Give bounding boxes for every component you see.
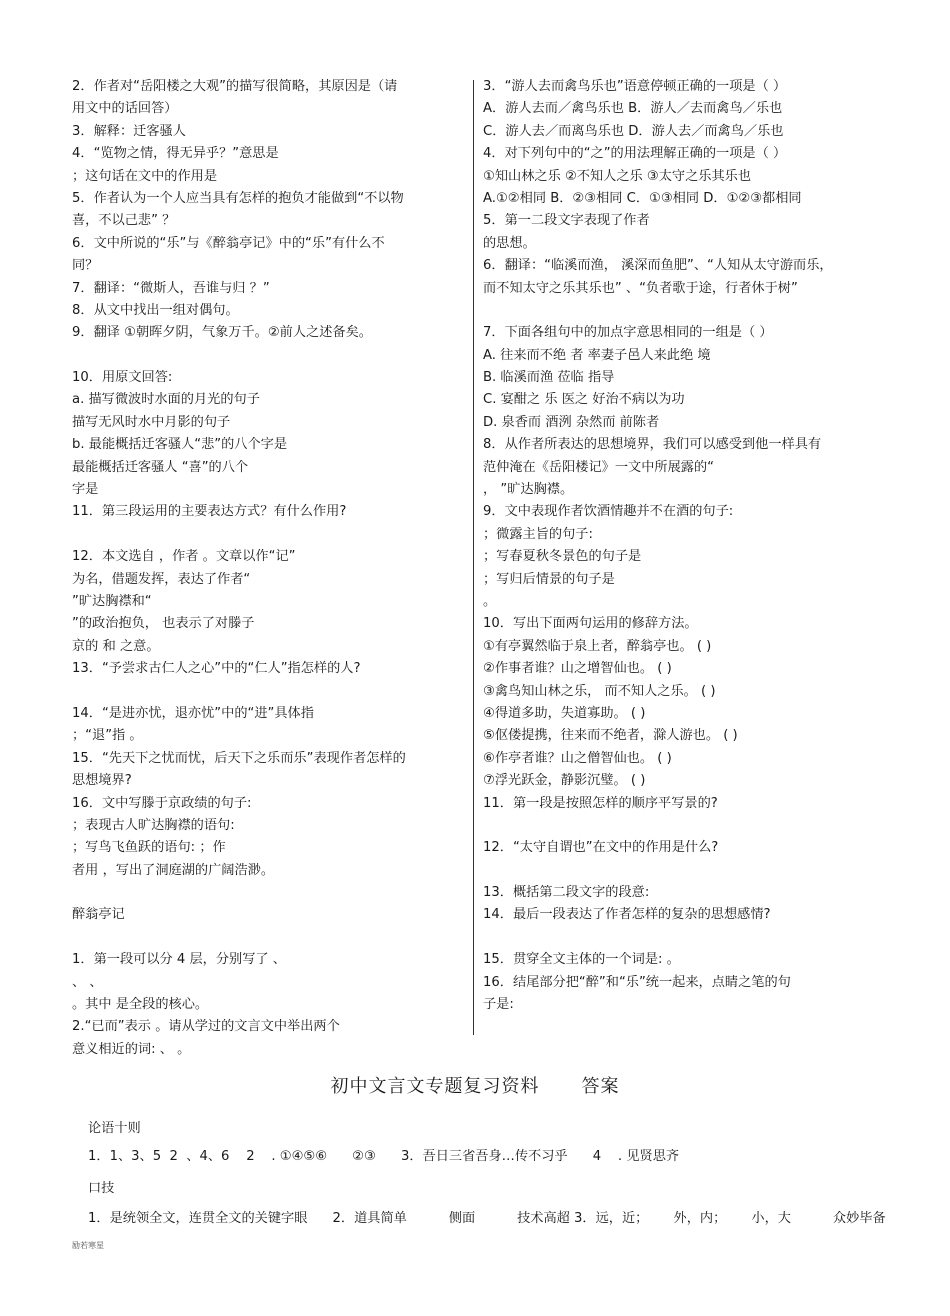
right-line: 14．最后一段表达了作者怎样的复杂的思想感情? xyxy=(483,907,771,923)
left-line: 1．第一段可以分 4 层，分别写了 、 xyxy=(72,952,286,968)
right-line: ⑦浮光跃金，静影沉璧。 ( ) xyxy=(483,773,646,789)
column-divider xyxy=(473,80,474,1035)
answer-section-lunyu: 论语十则 xyxy=(88,1121,141,1136)
left-line: 15．“先天下之忧而忧，后天下之乐而乐”表现作者怎样的 xyxy=(72,750,406,766)
right-line: 。 xyxy=(483,593,497,609)
right-line: C．游人去／而离鸟乐也 D．游人去／而禽鸟／乐也 xyxy=(483,123,784,139)
answer-section-kouji: 口技 xyxy=(88,1181,115,1196)
right-line: ①有亭翼然临于泉上者，醉翁亭也。 ( ) xyxy=(483,638,712,654)
right-column xyxy=(483,76,845,1016)
left-column xyxy=(72,76,464,1061)
left-line xyxy=(72,524,464,546)
right-line: 3．“游人去而禽鸟乐也”语意停顿正确的一项是（ ） xyxy=(483,79,787,94)
left-line: ”旷达胸襟和“ xyxy=(72,593,152,609)
right-line: 15．贯穿全文主体的一个词是: 。 xyxy=(483,952,680,968)
left-line: 。其中 是全段的核心。 xyxy=(72,997,209,1013)
right-line: D. 泉香而 酒洌 杂然而 前陈者 xyxy=(483,414,660,430)
left-line: ；写鸟飞鱼跃的语句: ；作 xyxy=(72,840,226,856)
left-line: 11．第三段运用的主要表达方式？有什么作用? xyxy=(72,504,347,520)
right-line: 16．结尾部分把“醉”和“乐”统一起来，点睛之笔的句 xyxy=(483,974,791,990)
left-line xyxy=(72,882,464,904)
right-line: 5．第一二段文字表现了作者 xyxy=(483,213,650,229)
left-line: 14．“是进亦忧，退亦忧”中的“进”具体指 xyxy=(72,705,314,721)
left-line: 最能概括迁客骚人 “喜”的八个 xyxy=(72,459,249,475)
right-line xyxy=(483,300,845,322)
answer-line-lunyu: 1．1、3、5 2 、4、6 2 . ①④⑤⑥ ②③ 3．吾日三省吾身…传不习乎 4 . 见贤思齐 xyxy=(88,1149,680,1164)
right-line xyxy=(483,815,845,837)
right-line: 11．第一段是按照怎样的顺序平写景的? xyxy=(483,795,718,811)
left-line: ；这句话在文中的作用是 xyxy=(72,168,218,184)
right-line: B. 临溪而渔 莅临 指导 xyxy=(483,370,615,386)
right-line: ， ”旷达胸襟。 xyxy=(483,482,574,498)
left-line: 13．“予尝求古仁人之心”中的“仁人”指怎样的人? xyxy=(72,661,361,677)
right-line xyxy=(483,927,845,949)
left-line: a. 描写微波时水面的月光的句子 xyxy=(72,392,260,408)
right-line: 子是: xyxy=(483,997,514,1013)
answers-title-text: 初中文言文专题复习资料 xyxy=(330,1076,540,1097)
left-line: ；表现古人旷达胸襟的语句: xyxy=(72,817,235,833)
right-line: 10．写出下面两句运用的修辞方法。 xyxy=(483,616,698,632)
right-line: A.①②相同 B．②③相同 C．①③相同 D．①②③都相同 xyxy=(483,190,802,206)
left-line: 为名，借题发挥，表达了作者“ xyxy=(72,571,251,587)
right-line: 而不知太守之乐其乐也” 、“负者歌于途，行者休于树” xyxy=(483,280,798,296)
right-line: 4．对下列句中的“之”的用法理解正确的一项是（ ） xyxy=(483,146,787,162)
left-line xyxy=(72,345,464,367)
left-line: 10．用原文回答: xyxy=(72,370,173,386)
left-line: b. 最能概括迁客骚人“悲”的八个字是 xyxy=(72,437,288,453)
right-line: 7．下面各组句中的加点字意思相同的一组是（ ） xyxy=(483,325,773,341)
right-line: 13．概括第二段文字的段意: xyxy=(483,885,650,901)
left-line: 6．文中所说的“乐”与《醉翁亭记》中的“乐”有什么不 xyxy=(72,235,385,251)
right-line: 的思想。 xyxy=(483,235,536,251)
right-line: 12．“太守自谓也”在文中的作用是什么? xyxy=(483,840,719,856)
left-line: 京的 和 之意。 xyxy=(72,638,160,654)
right-line: 9．文中表现作者饮酒情趣并不在酒的句子: xyxy=(483,504,734,520)
left-line: 字是 xyxy=(72,482,99,498)
left-line: 思想境界? xyxy=(72,773,132,789)
left-line: 5．作者认为一个人应当具有怎样的抱负才能做到“不以物 xyxy=(72,190,404,206)
left-line: 描写无风时水中月影的句子 xyxy=(72,414,231,430)
left-line: 3．解释：迁客骚人 xyxy=(72,123,186,139)
answers-title-suffix: 答案 xyxy=(581,1076,620,1097)
right-line: A．游人去而／禽鸟乐也 B．游人／去而禽鸟／乐也 xyxy=(483,101,783,117)
left-line: 醉翁亭记 xyxy=(72,907,125,923)
left-line xyxy=(72,681,464,703)
left-line: 意义相近的词: 、 。 xyxy=(72,1041,191,1057)
right-line: 6．翻译：“临溪而渔， 溪深而鱼肥”、“人知从太守游而乐， xyxy=(483,258,833,274)
right-line: 8．从作者所表达的思想境界，我们可以感受到他一样具有 xyxy=(483,437,822,453)
left-line xyxy=(72,927,464,949)
footer-note: 励若寒星 xyxy=(72,1241,104,1250)
right-line xyxy=(483,860,845,882)
left-line: 者用 ，写出了洞庭湖的广阔浩渺。 xyxy=(72,862,275,878)
right-line: ②作事者谁？山之增智仙也。 ( ) xyxy=(483,661,672,677)
left-line: 2．作者对“岳阳楼之大观”的描写很简略，其原因是（请 xyxy=(72,79,398,94)
right-line: ①知山林之乐 ②不知人之乐 ③太守之乐其乐也 xyxy=(483,168,752,184)
left-line: 喜，不以己悲” ？ xyxy=(72,213,176,229)
right-line: ⑥作亭者谁？山之僧智仙也。 ( ) xyxy=(483,750,672,766)
right-line: ④得道多助，失道寡助。 ( ) xyxy=(483,705,646,721)
answer-line-kouji: 1．是统领全文，连贯全文的关键字眼 2．道具简单 侧面 技术高超 3．远，近； 外，内； 小，大 众妙毕备 xyxy=(88,1211,886,1226)
right-line: ；写春夏秋冬景色的句子是 xyxy=(483,549,642,565)
left-line: ；“退”指 。 xyxy=(72,728,143,744)
right-line: C. 宴酣之 乐 医之 好治不病以为功 xyxy=(483,392,685,408)
right-line: ；微露主旨的句子: xyxy=(483,526,593,542)
right-line: A. 往来而不绝 者 率妻子邑人来此绝 境 xyxy=(483,347,711,363)
left-line: 、 、 xyxy=(72,974,103,990)
left-line: 9．翻译 ①朝晖夕阴，气象万千。②前人之述备矣。 xyxy=(72,325,372,341)
left-line: 用文中的话回答） xyxy=(72,101,178,117)
left-line: ”的政治抱负， 也表示了对滕子 xyxy=(72,616,255,632)
right-line: ⑤伛偻提携，往来而不绝者，滁人游也。 ( ) xyxy=(483,728,738,744)
left-line: 16．文中写滕于京政绩的句子: xyxy=(72,795,252,811)
right-line: ③禽鸟知山林之乐， 而不知人之乐。 ( ) xyxy=(483,683,716,699)
right-line: ；写归后情景的句子是 xyxy=(483,571,615,587)
left-line: 2.“已而”表示 。请从学过的文言文中举出两个 xyxy=(72,1019,340,1035)
left-line: 4．“览物之情，得无异乎？”意思是 xyxy=(72,146,279,162)
left-line: 12．本文选自 ，作者 。文章以作“记” xyxy=(72,549,296,565)
answers-title xyxy=(0,1072,950,1098)
right-line: 范仲淹在《岳阳楼记》一文中所展露的“ xyxy=(483,459,715,475)
left-line: 7．翻译：“微斯人，吾谁与归 ？” xyxy=(72,280,270,296)
left-line: 8．从文中找出一组对偶句。 xyxy=(72,302,239,318)
left-line: 同？ xyxy=(72,258,99,274)
